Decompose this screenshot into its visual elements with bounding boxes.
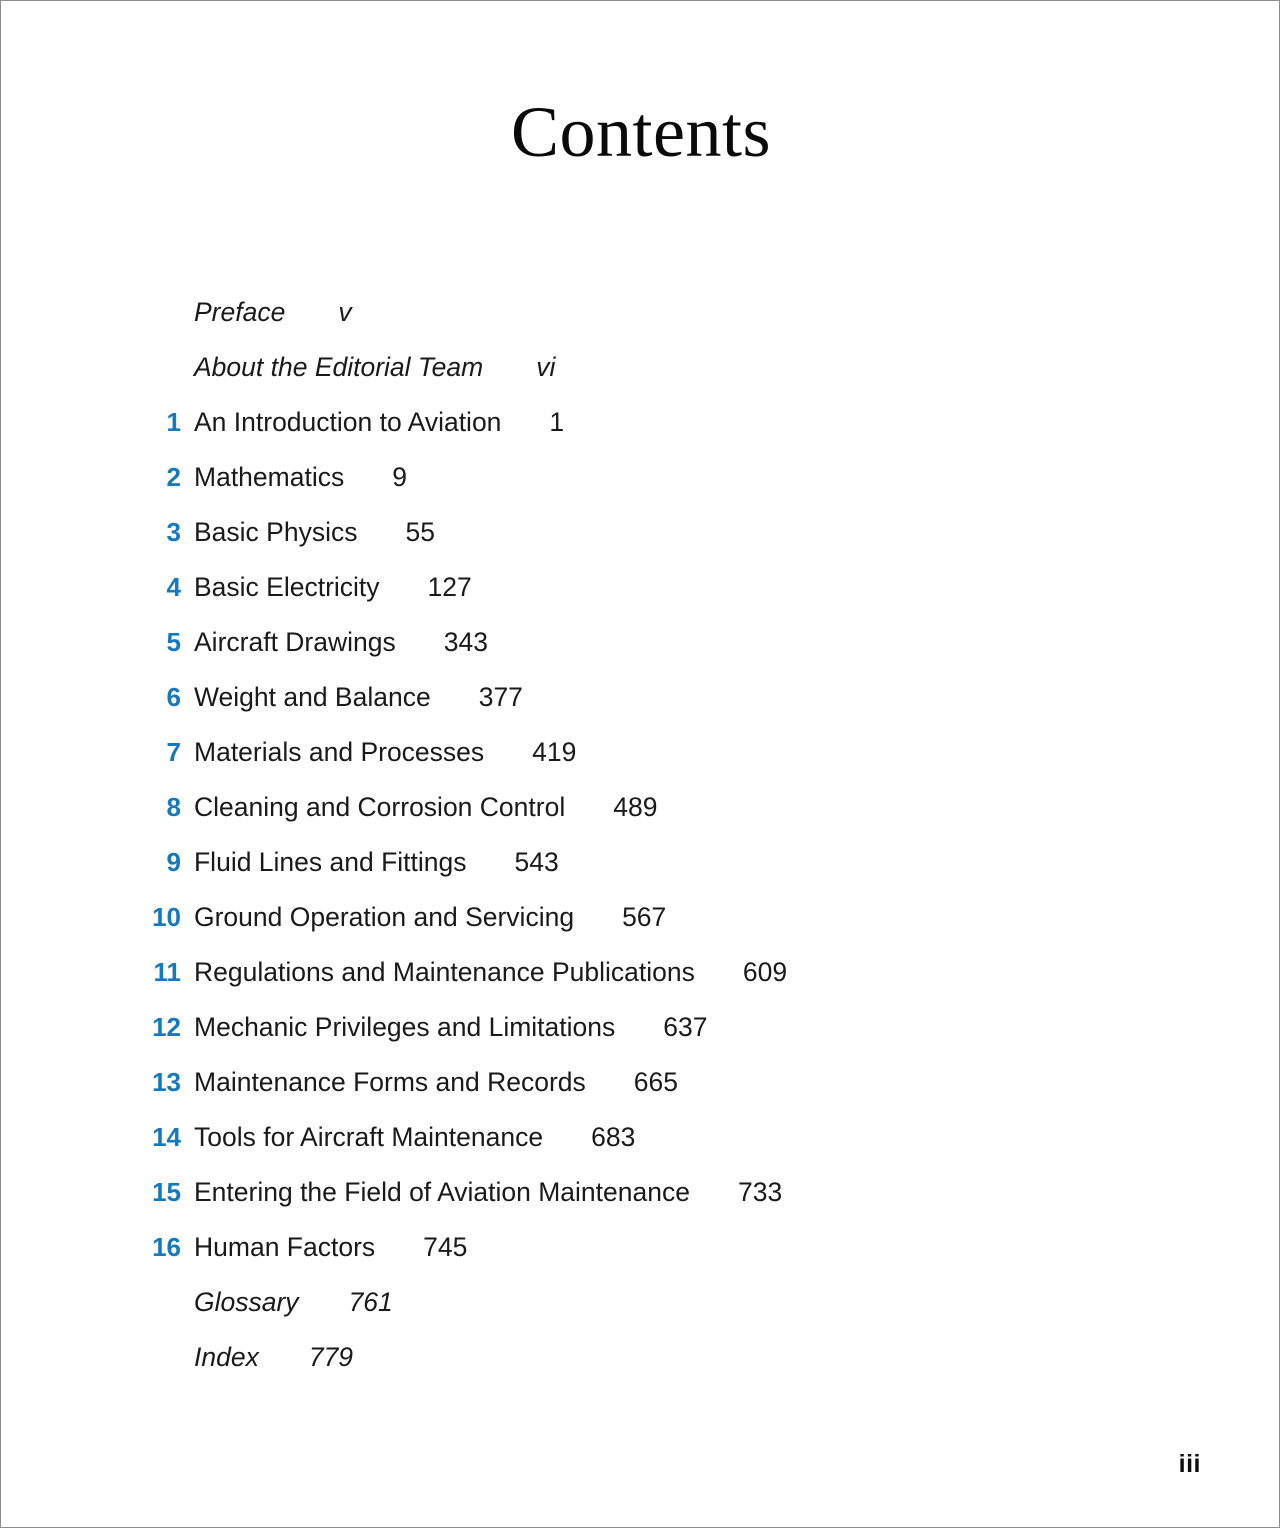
toc-entry-page: 745 <box>423 1232 468 1262</box>
toc-entry-page: 609 <box>742 957 788 987</box>
toc-entry-title: Human Factors <box>194 1232 376 1262</box>
toc-entry-title: Weight and Balance <box>194 682 431 712</box>
toc-entry-chapter-4[interactable] <box>141 572 1141 627</box>
toc-entry-chapter-10[interactable] <box>141 902 1141 957</box>
toc-entry-title: An Introduction to Aviation <box>194 407 502 437</box>
toc-entry-title: Preface <box>194 297 286 327</box>
toc-entry-title: Tools for Aircraft Maintenance <box>194 1122 544 1152</box>
toc-entry-chapter-2[interactable] <box>141 462 1141 517</box>
toc-entry-page: 779 <box>308 1342 354 1372</box>
toc-entry-number: 1 <box>166 407 181 437</box>
toc-entry-number: 7 <box>166 737 181 767</box>
toc-entry-number: 5 <box>166 627 181 657</box>
toc-entry-page: 1 <box>549 407 565 437</box>
toc-entry-page: 543 <box>514 847 559 877</box>
toc-entry-page: 127 <box>427 572 472 602</box>
toc-entry-chapter-15[interactable] <box>141 1177 1141 1232</box>
toc-entry-title: Aircraft Drawings <box>194 627 396 657</box>
toc-entry-glossary[interactable] <box>141 1287 1141 1342</box>
toc-entry-chapter-12[interactable] <box>141 1012 1141 1067</box>
toc-entry-number: 10 <box>152 902 181 932</box>
table-of-contents-list <box>141 297 1141 1397</box>
toc-entry-page: 9 <box>392 462 407 492</box>
toc-entry-page: 377 <box>478 682 523 712</box>
toc-entry-number: 12 <box>152 1012 181 1042</box>
toc-entry-chapter-8[interactable] <box>141 792 1141 847</box>
toc-entry-title: About the Editorial Team <box>194 352 484 382</box>
toc-entry-chapter-6[interactable] <box>141 682 1141 737</box>
toc-entry-about-the-editorial-team[interactable] <box>141 352 1141 407</box>
toc-entry-page: 683 <box>591 1122 636 1152</box>
toc-entry-index[interactable] <box>141 1342 1141 1397</box>
toc-entry-chapter-3[interactable] <box>141 517 1141 572</box>
toc-entry-number: 11 <box>153 957 181 987</box>
toc-entry-title: Basic Physics <box>194 517 358 547</box>
page-folio-number: iii <box>1178 1450 1201 1478</box>
toc-entry-number: 9 <box>166 847 181 877</box>
toc-entry-number: 14 <box>152 1122 181 1152</box>
toc-entry-number: 3 <box>166 517 181 547</box>
toc-entry-page: 665 <box>633 1067 679 1097</box>
toc-entry-page: 567 <box>622 902 667 932</box>
toc-entry-title: Cleaning and Corrosion Control <box>194 792 566 822</box>
toc-entry-number: 16 <box>152 1232 181 1262</box>
toc-entry-chapter-13[interactable] <box>141 1067 1141 1122</box>
toc-entry-page: 419 <box>532 737 577 767</box>
toc-entry-title: Basic Electricity <box>194 572 380 602</box>
toc-entry-title: Maintenance Forms and Records <box>194 1067 586 1097</box>
toc-entry-number: 15 <box>152 1177 181 1207</box>
toc-entry-chapter-9[interactable] <box>141 847 1141 902</box>
toc-entry-title: Entering the Field of Aviation Maintenance <box>194 1177 690 1207</box>
toc-entry-chapter-14[interactable] <box>141 1122 1141 1177</box>
toc-entry-chapter-16[interactable] <box>141 1232 1141 1287</box>
toc-entry-title: Mechanic Privileges and Limitations <box>194 1012 616 1042</box>
toc-entry-chapter-5[interactable] <box>141 627 1141 682</box>
toc-entry-title: Glossary <box>194 1287 299 1317</box>
toc-entry-page: vi <box>536 352 556 382</box>
toc-entry-number: 6 <box>166 682 181 712</box>
toc-entry-chapter-1[interactable] <box>141 407 1141 462</box>
toc-entry-page: 761 <box>348 1287 393 1317</box>
toc-entry-number: 13 <box>152 1067 181 1097</box>
toc-entry-chapter-7[interactable] <box>141 737 1141 792</box>
toc-entry-title: Index <box>194 1342 259 1372</box>
toc-entry-chapter-11[interactable] <box>141 957 1141 1012</box>
toc-entry-title: Regulations and Maintenance Publications <box>194 957 695 987</box>
toc-entry-page: 343 <box>443 627 488 657</box>
toc-entry-title: Materials and Processes <box>194 737 485 767</box>
toc-entry-title: Mathematics <box>194 462 345 492</box>
toc-entry-number: 4 <box>166 572 181 602</box>
toc-entry-page: 733 <box>737 1177 783 1207</box>
toc-entry-title: Ground Operation and Servicing <box>194 902 575 932</box>
toc-entry-number: 2 <box>166 462 181 492</box>
toc-entry-title: Fluid Lines and Fittings <box>194 847 467 877</box>
toc-entry-page: 489 <box>613 792 658 822</box>
toc-entry-preface[interactable] <box>141 297 1141 352</box>
toc-entry-page: 55 <box>405 517 435 547</box>
toc-entry-page: 637 <box>663 1012 708 1042</box>
page-title: Contents <box>510 92 771 172</box>
toc-entry-number: 8 <box>166 792 181 822</box>
toc-entry-page: v <box>338 297 352 327</box>
